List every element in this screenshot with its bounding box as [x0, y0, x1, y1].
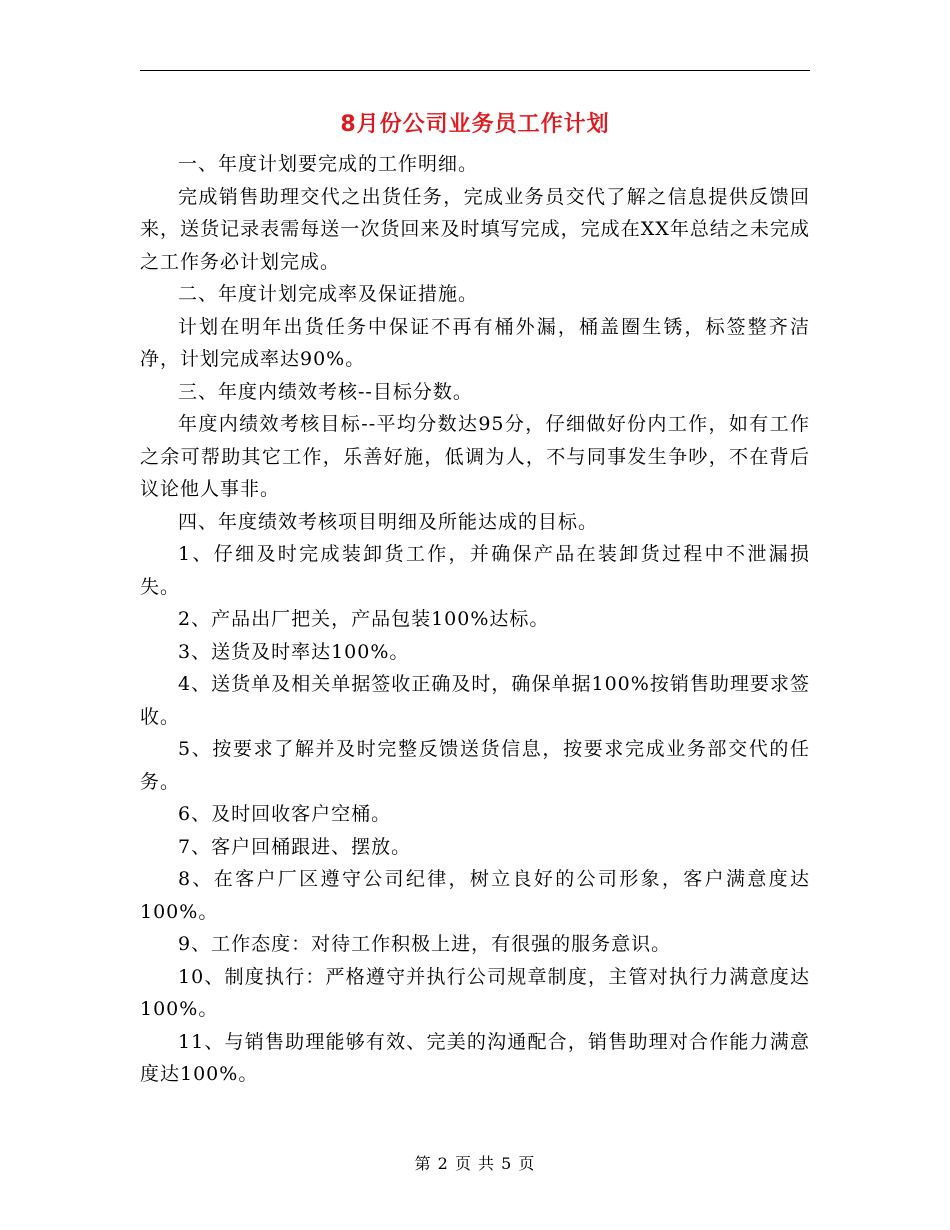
paragraph: 年度内绩效考核目标--平均分数达95分，仔细做好份内工作，如有工作之余可帮助其它工作，乐善好施，低调为人，不与同事发生争吵，不在背后议论他人事非。: [140, 413, 810, 500]
section-heading-4: 四、年度绩效考核项目明细及所能达成的目标。: [178, 510, 599, 533]
list-item: 10、制度执行：严格遵守并执行公司规章制度，主管对执行力满意度达100%。: [140, 965, 810, 1020]
header-rule: [140, 70, 810, 71]
list-item: 9、工作态度：对待工作积极上进，有很强的服务意识。: [178, 933, 672, 955]
document-title: 8月份公司业务员工作计划: [340, 112, 610, 137]
list-item: 1、仔细及时完成装卸货工作，并确保产品在装卸货过程中不泄漏损失。: [140, 543, 810, 598]
list-item: 4、送货单及相关单据签收正确及时，确保单据100%按销售助理要求签收。: [140, 673, 810, 728]
section-heading-2: 二、年度计划完成率及保证措施。: [178, 283, 479, 305]
list-item: 5、按要求了解并及时完整反馈送货信息，按要求完成业务部交代的任务。: [140, 738, 810, 793]
paragraph: 完成销售助理交代之出货任务，完成业务员交代了解之信息提供反馈回来，送货记录表需每送一次货回来及时填写完成，完成在XX年总结之未完成之工作务必计划完成。: [140, 185, 810, 273]
document-body: [140, 148, 810, 1091]
list-item: 8、在客户厂区遵守公司纪律，树立良好的公司形象，客户满意度达100%。: [140, 868, 810, 923]
list-item: 6、及时回收客户空桶。: [178, 803, 392, 825]
list-item: 7、客户回桶跟进、摆放。: [178, 835, 412, 858]
paragraph: 计划在明年出货任务中保证不再有桶外漏，桶盖圈生锈，标签整齐洁净，计划完成率达90%。: [140, 315, 810, 370]
page-number-footer: 第 2 页 共 5 页: [414, 1154, 536, 1173]
section-heading-1: 一、年度计划要完成的工作明细。: [178, 153, 479, 175]
list-item: 3、送货及时率达100%。: [178, 640, 410, 663]
list-item: 11、与销售助理能够有效、完美的沟通配合，销售助理对合作能力满意度达100%。: [140, 1030, 810, 1085]
section-heading-3: 三、年度内绩效考核--目标分数。: [178, 380, 473, 403]
list-item: 2、产品出厂把关，产品包装100%达标。: [178, 608, 550, 630]
